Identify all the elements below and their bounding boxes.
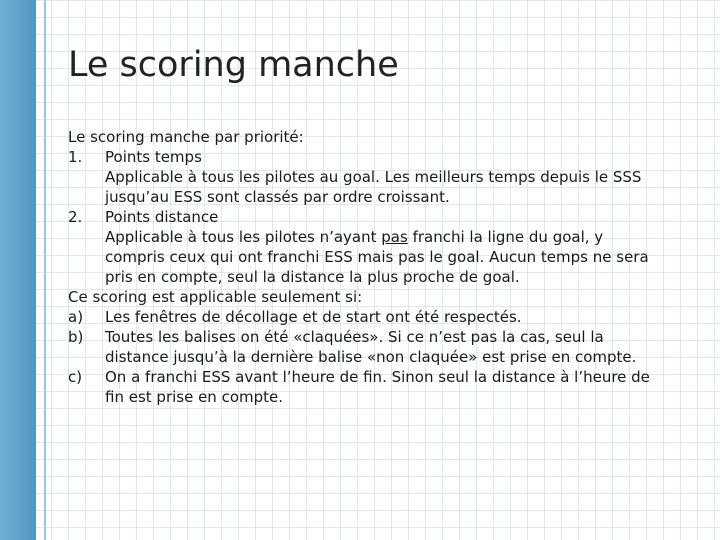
left-accent-line	[44, 0, 46, 540]
item-text-line: Applicable à tous les pilotes au goal. Les meilleurs temps depuis le SSS	[105, 168, 642, 186]
item-text-line: pris en compte, seul la distance la plus proche de goal.	[105, 268, 520, 286]
item-text-line: Toutes les balises on été «claquées». Si ce n’est pas la cas, seul la	[105, 328, 604, 346]
item-text-line: compris ceux qui ont franchi ESS mais pas le goal. Aucun temps ne sera	[105, 248, 649, 266]
numbered-item-1	[68, 147, 698, 207]
left-accent-bar	[0, 0, 36, 540]
item-text-line: Les fenêtres de décollage et de start ont été respectés.	[105, 308, 522, 326]
text-segment: franchi la ligne du goal, y	[407, 228, 604, 246]
condition-text: Ce scoring est applicable seulement si:	[68, 288, 363, 306]
lettered-item-b	[68, 327, 698, 367]
item-text-line: fin est prise en compte.	[105, 388, 284, 406]
lettered-item-c	[68, 367, 698, 407]
intro-text: Le scoring manche par priorité:	[68, 128, 304, 146]
lettered-item-a	[68, 307, 698, 327]
item-text-line: jusqu’au ESS sont classés par ordre croissant.	[105, 188, 450, 206]
item-text-line: distance jusqu’à la dernière balise «non claquée» est prise en compte.	[105, 348, 637, 366]
slide-body	[68, 127, 698, 407]
item-text-line	[105, 227, 698, 247]
list-marker: 2.	[68, 208, 83, 226]
list-marker: c)	[68, 368, 83, 386]
list-marker: a)	[68, 308, 84, 326]
underlined-word: pas	[381, 228, 408, 246]
slide-title: Le scoring manche	[68, 45, 399, 85]
list-marker: b)	[68, 328, 84, 346]
item-text-line: On a franchi ESS avant l’heure de fin. Sinon seul la distance à l’heure de	[105, 368, 650, 386]
list-marker: 1.	[68, 148, 83, 166]
item-heading: Points temps	[105, 148, 202, 166]
text-segment: Applicable à tous les pilotes n’ayant	[105, 228, 382, 246]
item-heading: Points distance	[105, 208, 219, 226]
numbered-item-2	[68, 207, 698, 287]
